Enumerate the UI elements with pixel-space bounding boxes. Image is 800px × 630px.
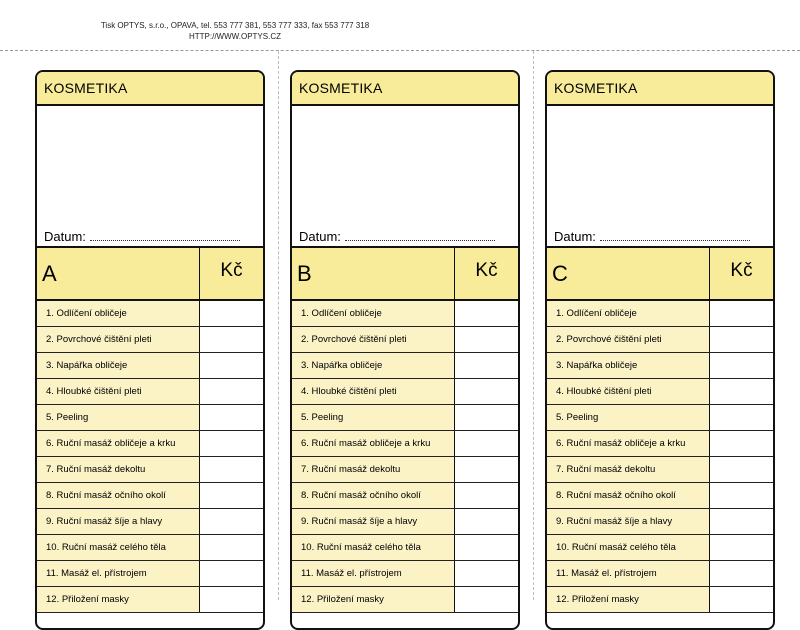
service-label: 8. Ruční masáž očního okolí xyxy=(547,483,710,508)
service-label: 10. Ruční masáž celého těla xyxy=(292,535,455,560)
service-label: 3. Napářka obličeje xyxy=(37,353,200,378)
service-row xyxy=(292,483,518,509)
service-row xyxy=(547,327,773,353)
service-row xyxy=(292,561,518,587)
service-row xyxy=(37,353,263,379)
voucher-letter: C xyxy=(547,248,710,299)
price-cell[interactable] xyxy=(200,353,263,378)
service-row xyxy=(37,327,263,353)
voucher-b xyxy=(290,70,520,630)
service-label: 4. Hloubké čištění pleti xyxy=(292,379,455,404)
price-cell[interactable] xyxy=(710,457,773,482)
price-cell[interactable] xyxy=(455,379,518,404)
service-row xyxy=(547,379,773,405)
voucher-letter: B xyxy=(292,248,455,299)
price-cell[interactable] xyxy=(710,509,773,534)
date-label: Datum: xyxy=(554,229,596,244)
date-field[interactable] xyxy=(90,231,240,241)
section-header xyxy=(37,248,263,301)
service-label: 12. Přiložení masky xyxy=(292,587,455,612)
service-row xyxy=(547,457,773,483)
service-label: 7. Ruční masáž dekoltu xyxy=(292,457,455,482)
cut-line-vertical-2 xyxy=(533,51,534,600)
service-row xyxy=(292,509,518,535)
service-label: 6. Ruční masáž obličeje a krku xyxy=(547,431,710,456)
service-label: 6. Ruční masáž obličeje a krku xyxy=(37,431,200,456)
price-cell[interactable] xyxy=(200,405,263,430)
price-cell[interactable] xyxy=(200,301,263,326)
service-row xyxy=(292,405,518,431)
date-label: Datum: xyxy=(299,229,341,244)
service-label: 12. Přiložení masky xyxy=(547,587,710,612)
date-line xyxy=(44,229,240,244)
voucher-title: KOSMETIKA xyxy=(37,72,263,106)
price-cell[interactable] xyxy=(200,509,263,534)
voucher-letter: A xyxy=(37,248,200,299)
service-row xyxy=(37,483,263,509)
service-row xyxy=(292,379,518,405)
voucher-title: KOSMETIKA xyxy=(547,72,773,106)
price-column-header: Kč xyxy=(200,248,263,299)
section-header xyxy=(547,248,773,301)
price-cell[interactable] xyxy=(200,379,263,404)
voucher-a xyxy=(35,70,265,630)
price-column-header: Kč xyxy=(455,248,518,299)
service-row xyxy=(547,509,773,535)
note-area xyxy=(547,106,773,248)
price-cell[interactable] xyxy=(200,561,263,586)
service-label: 2. Povrchové čištění pleti xyxy=(547,327,710,352)
date-line xyxy=(554,229,750,244)
service-label: 5. Peeling xyxy=(292,405,455,430)
service-row xyxy=(37,301,263,327)
price-cell[interactable] xyxy=(455,483,518,508)
service-row xyxy=(547,483,773,509)
price-cell[interactable] xyxy=(455,327,518,352)
cut-line-horizontal xyxy=(0,50,800,51)
service-label: 11. Masáž el. přístrojem xyxy=(547,561,710,586)
service-label: 10. Ruční masáž celého těla xyxy=(37,535,200,560)
service-label: 7. Ruční masáž dekoltu xyxy=(37,457,200,482)
price-cell[interactable] xyxy=(710,379,773,404)
price-cell[interactable] xyxy=(200,431,263,456)
price-cell[interactable] xyxy=(200,457,263,482)
date-label: Datum: xyxy=(44,229,86,244)
price-cell[interactable] xyxy=(455,353,518,378)
service-row xyxy=(37,431,263,457)
voucher-c xyxy=(545,70,775,630)
service-row xyxy=(37,587,263,613)
service-row xyxy=(292,301,518,327)
price-cell[interactable] xyxy=(710,301,773,326)
service-row xyxy=(37,561,263,587)
date-line xyxy=(299,229,495,244)
price-cell[interactable] xyxy=(710,561,773,586)
price-cell[interactable] xyxy=(710,353,773,378)
service-row xyxy=(547,405,773,431)
service-row xyxy=(547,587,773,613)
service-label: 8. Ruční masáž očního okolí xyxy=(292,483,455,508)
service-row xyxy=(37,379,263,405)
service-label: 3. Napářka obličeje xyxy=(292,353,455,378)
service-row xyxy=(292,327,518,353)
price-cell[interactable] xyxy=(455,301,518,326)
date-field[interactable] xyxy=(345,231,495,241)
section-header xyxy=(292,248,518,301)
service-row xyxy=(37,535,263,561)
printer-contact: Tisk OPTYS, s.r.o., OPAVA, tel. 553 777 381, 553 777 333, fax 553 777 318 xyxy=(100,21,370,30)
service-row xyxy=(37,509,263,535)
service-label: 2. Povrchové čištění pleti xyxy=(292,327,455,352)
service-row xyxy=(292,535,518,561)
service-row xyxy=(37,457,263,483)
service-label: 5. Peeling xyxy=(37,405,200,430)
price-cell[interactable] xyxy=(455,561,518,586)
service-row xyxy=(547,301,773,327)
service-label: 2. Povrchové čištění pleti xyxy=(37,327,200,352)
service-label: 10. Ruční masáž celého těla xyxy=(547,535,710,560)
service-label: 1. Odlíčení obličeje xyxy=(547,301,710,326)
service-row xyxy=(292,457,518,483)
service-label: 11. Masáž el. přístrojem xyxy=(37,561,200,586)
printer-header xyxy=(0,20,470,42)
price-cell[interactable] xyxy=(710,535,773,560)
price-cell[interactable] xyxy=(710,405,773,430)
service-label: 7. Ruční masáž dekoltu xyxy=(547,457,710,482)
service-row xyxy=(292,587,518,613)
price-cell[interactable] xyxy=(710,483,773,508)
price-cell[interactable] xyxy=(710,327,773,352)
service-row xyxy=(37,405,263,431)
service-label: 11. Masáž el. přístrojem xyxy=(292,561,455,586)
service-label: 8. Ruční masáž očního okolí xyxy=(37,483,200,508)
date-field[interactable] xyxy=(600,231,750,241)
service-label: 6. Ruční masáž obličeje a krku xyxy=(292,431,455,456)
voucher-title: KOSMETIKA xyxy=(292,72,518,106)
printer-url: HTTP://WWW.OPTYS.CZ xyxy=(189,32,281,41)
service-label: 9. Ruční masáž šíje a hlavy xyxy=(292,509,455,534)
price-cell[interactable] xyxy=(455,535,518,560)
note-area xyxy=(292,106,518,248)
price-cell[interactable] xyxy=(200,327,263,352)
price-cell[interactable] xyxy=(710,431,773,456)
service-label: 1. Odlíčení obličeje xyxy=(37,301,200,326)
service-row xyxy=(292,353,518,379)
service-label: 1. Odlíčení obličeje xyxy=(292,301,455,326)
service-row xyxy=(547,535,773,561)
note-area xyxy=(37,106,263,248)
service-label: 12. Přiložení masky xyxy=(37,587,200,612)
service-label: 9. Ruční masáž šíje a hlavy xyxy=(37,509,200,534)
price-cell[interactable] xyxy=(455,509,518,534)
price-cell[interactable] xyxy=(455,405,518,430)
service-row xyxy=(292,431,518,457)
service-label: 4. Hloubké čištění pleti xyxy=(37,379,200,404)
service-label: 3. Napářka obličeje xyxy=(547,353,710,378)
service-row xyxy=(547,431,773,457)
price-cell[interactable] xyxy=(200,483,263,508)
cut-line-vertical-1 xyxy=(278,51,279,600)
service-label: 5. Peeling xyxy=(547,405,710,430)
service-row xyxy=(547,561,773,587)
service-label: 9. Ruční masáž šíje a hlavy xyxy=(547,509,710,534)
price-cell[interactable] xyxy=(455,431,518,456)
service-row xyxy=(547,353,773,379)
price-column-header: Kč xyxy=(710,248,773,299)
price-cell[interactable] xyxy=(455,457,518,482)
service-label: 4. Hloubké čištění pleti xyxy=(547,379,710,404)
price-cell[interactable] xyxy=(200,535,263,560)
